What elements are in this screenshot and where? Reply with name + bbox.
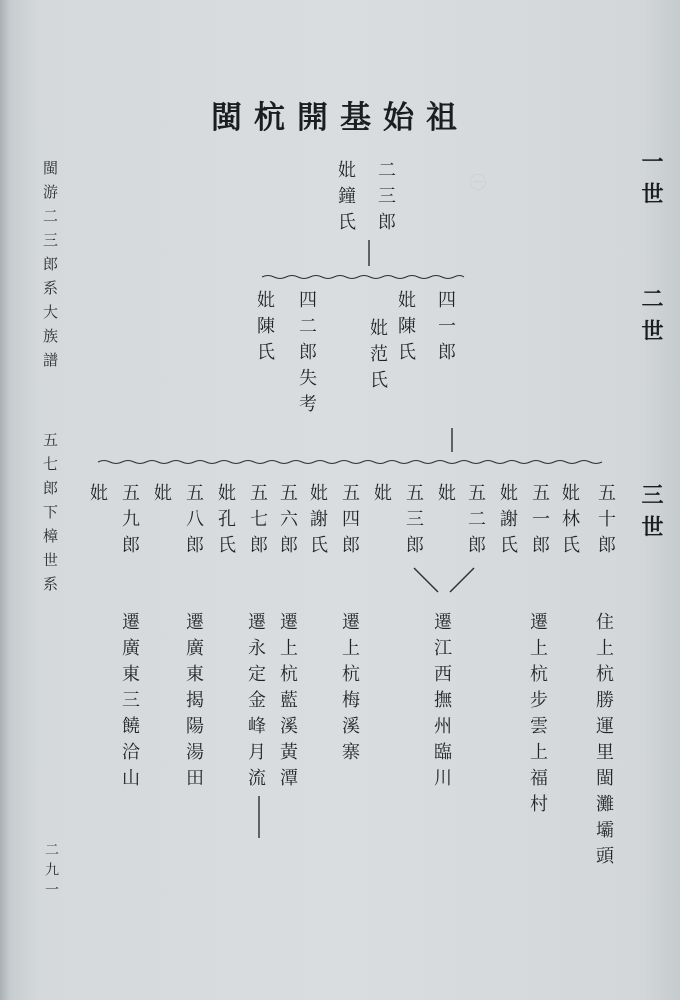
merge-line-left <box>414 568 438 592</box>
page-number: 二九一 <box>43 842 59 902</box>
person-spouse: 妣陳氏 <box>254 290 275 368</box>
migration-note: 遷永定金峰月流 <box>245 612 266 794</box>
merge-line-right <box>450 568 474 592</box>
generation-label-3: 三世 <box>638 483 664 547</box>
migration-note: 遷上杭藍溪黃潭 <box>277 612 298 794</box>
generation-label-2: 二世 <box>638 287 664 351</box>
person-spouse: 妣謝氏 <box>307 483 328 561</box>
person-spouse: 妣謝氏 <box>497 483 518 561</box>
person-spouse: 妣林氏 <box>559 483 580 561</box>
person-name: 四一郎 <box>435 290 456 368</box>
person-name: 五二郎 <box>465 483 486 561</box>
person-name: 五九郎 <box>119 483 140 561</box>
person-name: 五四郎 <box>339 483 360 561</box>
migration-note: 遷上杭步雲上福村 <box>527 612 548 820</box>
person-spouse: 妣 <box>371 483 392 509</box>
migration-note: 遷廣東揭陽湯田 <box>183 612 204 794</box>
person-name: 五三郎 <box>403 483 424 561</box>
person-name: 五一郎 <box>529 483 550 561</box>
person-name: 五十郎 <box>595 483 616 561</box>
person-name: 四二郎失考 <box>296 290 317 420</box>
person-spouse: 妣陳氏 <box>395 290 416 368</box>
person-name: 五七郎 <box>247 483 268 561</box>
wavy-rule-gen3 <box>98 461 602 464</box>
migration-note: 遷上杭梅溪寨 <box>339 612 360 768</box>
person-spouse: 妣 <box>87 483 108 509</box>
person-name: 五六郎 <box>277 483 298 561</box>
migration-note: 住上杭勝運里閩灘壩頭 <box>593 612 614 872</box>
person-spouse: 妣 <box>151 483 172 509</box>
person-spouse: 妣范氏 <box>367 318 388 396</box>
person-spouse: 妣鐘氏 <box>335 160 356 238</box>
person-name: 五八郎 <box>183 483 204 561</box>
person-spouse: 妣 <box>435 483 456 509</box>
person-spouse: 妣孔氏 <box>215 483 236 561</box>
generation-label-1: 一世 <box>638 150 664 214</box>
book-title-margin: 閩游二三郎系大族譜 <box>41 160 59 376</box>
wavy-rule-gen2 <box>262 276 464 279</box>
page-title: 閩杭開基始祖 <box>211 100 469 136</box>
migration-note: 遷江西撫州臨川 <box>431 612 452 794</box>
bleed-through-texture: ㊀ <box>470 173 487 192</box>
person-name: 二三郎 <box>375 160 396 238</box>
migration-note: 遷廣東三饒洽山 <box>119 612 140 794</box>
branch-title-margin: 五七郎下樟世系 <box>41 432 59 600</box>
